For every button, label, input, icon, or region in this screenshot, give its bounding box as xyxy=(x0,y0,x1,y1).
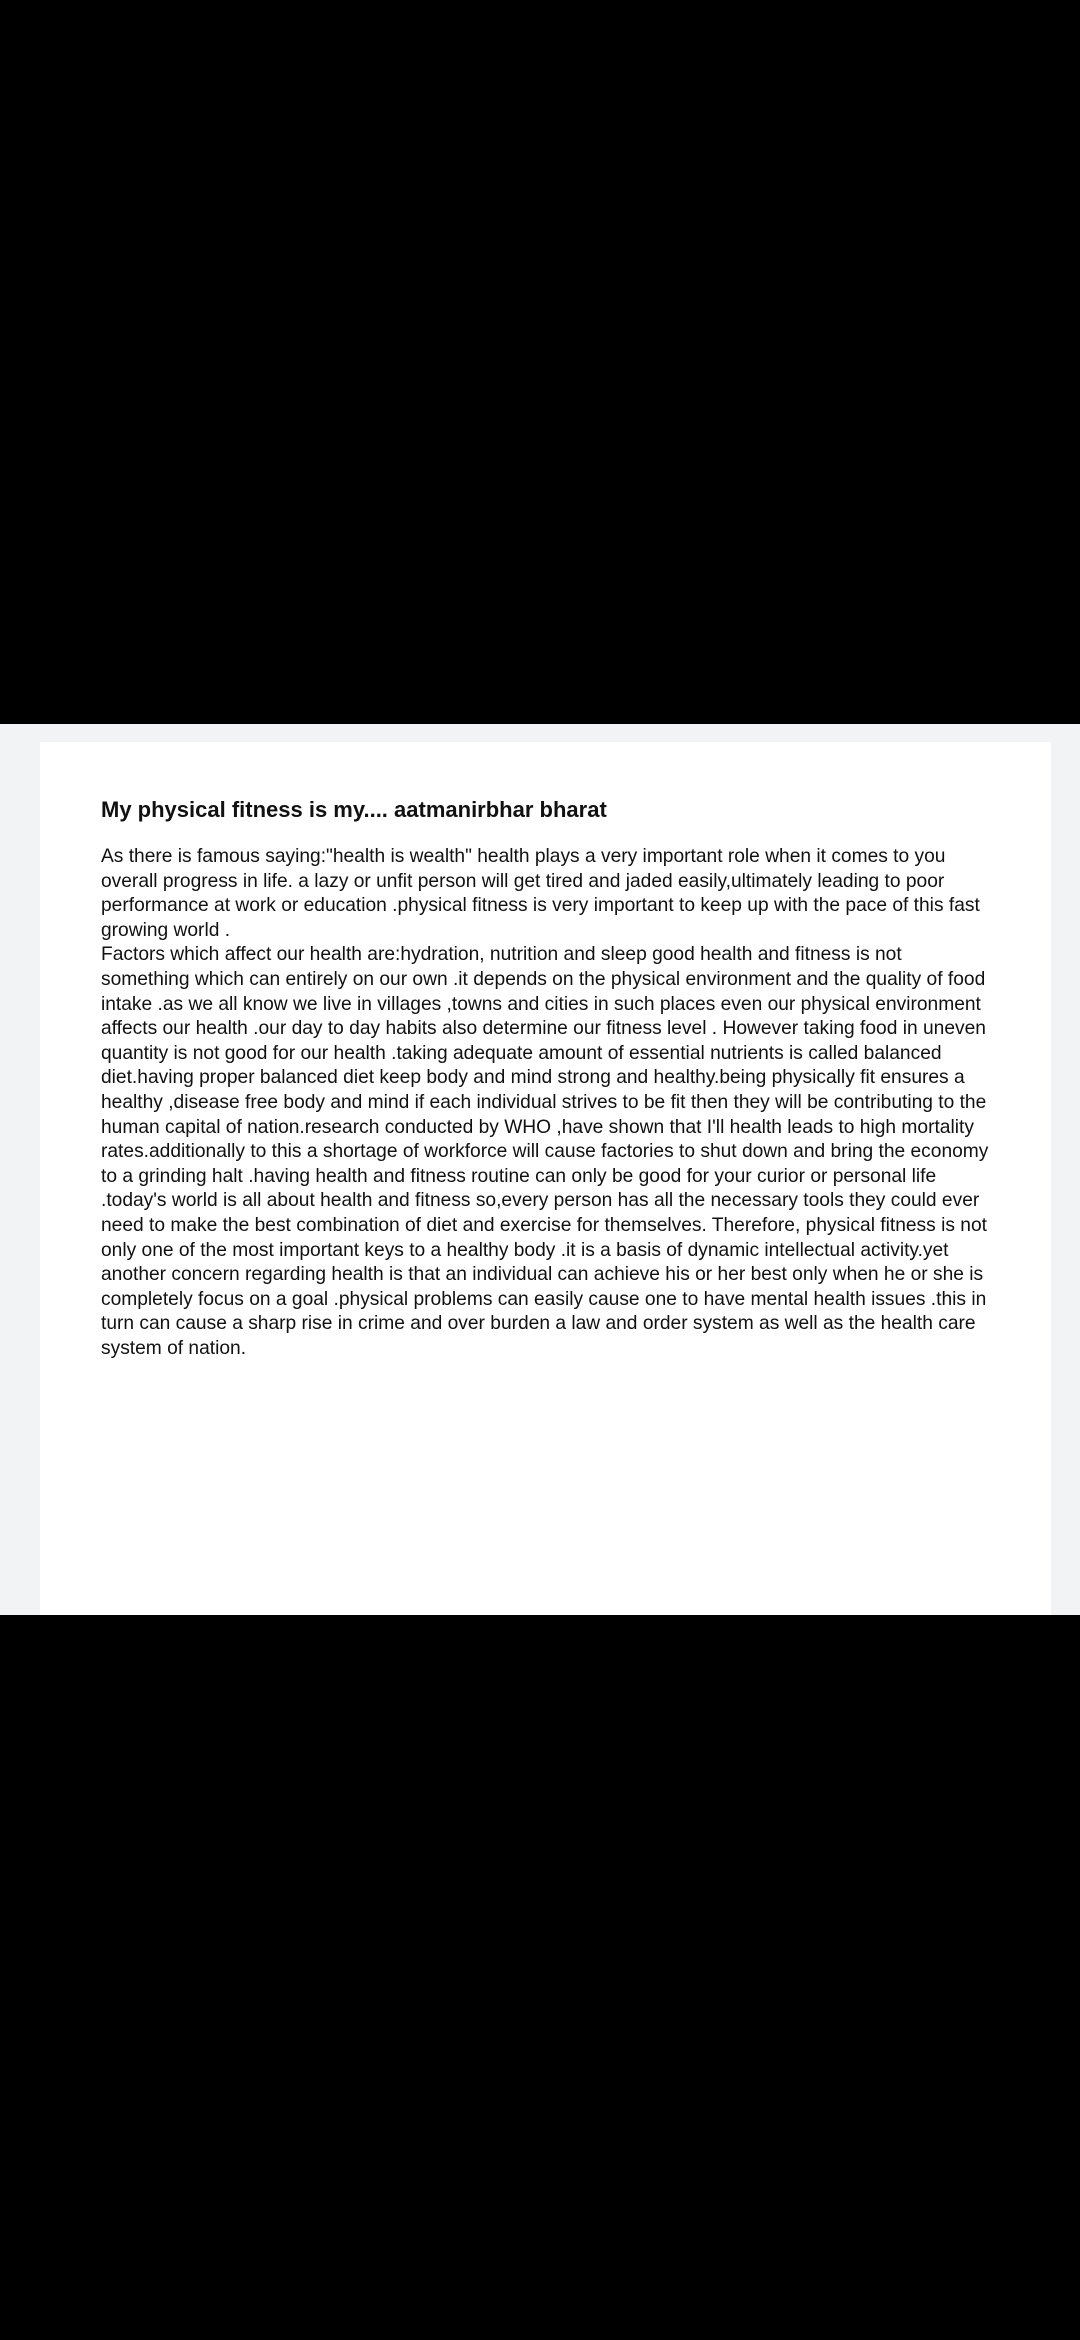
document-title: My physical fitness is my.... aatmanirbhar bharat xyxy=(101,797,607,822)
document-paragraph-body: Factors which affect our health are:hydration, nutrition and sleep good health and fitness is not something which can entirely on our own .it depends on the physical environment and the quality of food intake .as we all know we live in villages ,towns and cities in such places even our physical environment affects our health .our day to day habits also determine our fitness level . However taking food in uneven quantity is not good for our health .taking adequate amount of essential nutrients is called balanced diet.having proper balanced diet keep body and mind strong and healthy.being physically fit ensures a healthy ,disease free body and mind if each individual strives to be fit then they will be contributing to the human capital of nation.research conducted by WHO ,have shown that I'll health leads to high mortality rates.additionally to this a shortage of workforce will cause factories to shut down and bring the economy to a grinding halt .having health and fitness routine can only be good for your curior or personal life .today's world is all about health and fitness so,every person has all the necessary tools they could ever need to make the best combination of diet and exercise for themselves. Therefore, physical fitness is not only one of the most important keys to a healthy body .it is a basis of dynamic intellectual activity.yet another concern regarding health is that an individual can achieve his or her best only when he or she is completely focus on a goal .physical problems can easily cause one to have mental health issues .this in turn can cause a sharp rise in crime and over burden a law and order system as well as the health care system of nation. xyxy=(101,944,989,1359)
document-page[interactable] xyxy=(40,742,1051,1615)
document-paragraph-intro: As there is famous saying:"health is wealth" health plays a very important role when it comes to you overall progress in life. a lazy or unfit person will get tired and jaded easily,ultimately leading to poor performance at work or education .physical fitness is very important to keep up with the pace of this fast growing world . xyxy=(101,846,980,941)
